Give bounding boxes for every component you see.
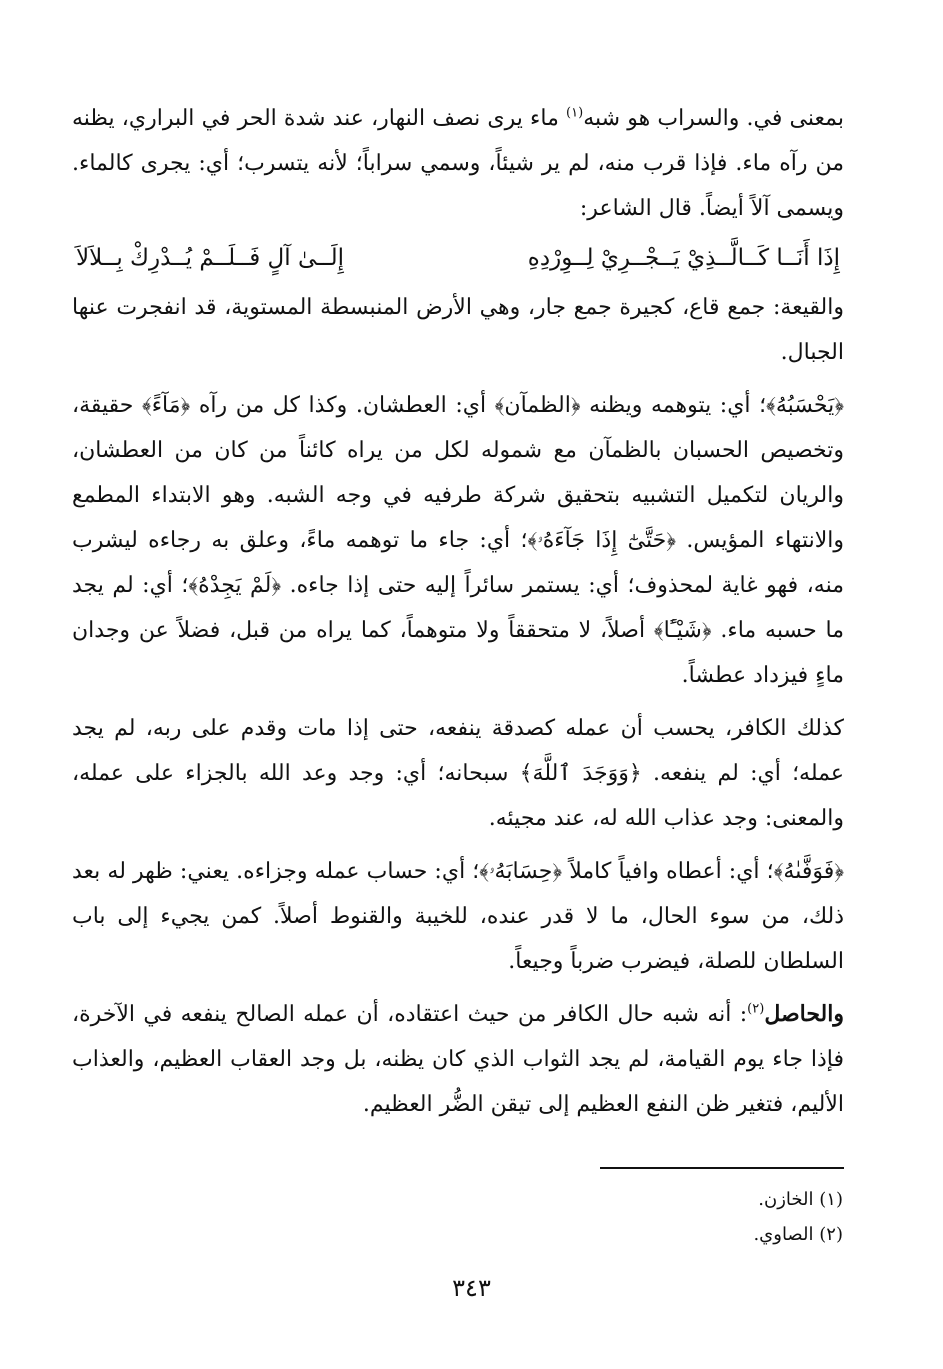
footnote-1 [753, 1182, 843, 1217]
footnote-mark: (١) [819, 1189, 843, 1210]
footnote-mark: (٢) [819, 1224, 843, 1245]
footnotes [753, 1182, 843, 1252]
paragraph-text: بمعنى في. والسراب هو شبه [583, 106, 844, 131]
summary-lead-word: والحاصل [764, 1001, 844, 1027]
paragraph-fawaffahu-explanation: ﴿فَوَفَّىٰهُ﴾؛ أي: أعطاه وافياً كاملاً ﴿حِسَابَهُۥ﴾؛ أي: حساب عمله وجزاءه. يعني: ظهر له بعد ذلك، من سوء الحال، ما لا قدر عنده، للخيبة والقنوط أصلاً. كمن يجيء إلى باب السلطان للصلة، فيضرب ضرباً وجيعاً. [72, 859, 844, 974]
paragraph-qia-definition: والقيعة: جمع قاع، كجيرة جمع جار، وهي الأرض المنبسطة المستوية، قد انفجرت عنها الجبال. [72, 295, 844, 365]
verse-first-hemistich: إِذَا أَنَــا كَــالَّــذِيْ يَــجْــرِيْ لِــوِرْدِهِ [527, 245, 840, 271]
paragraph-yahsabuhu-explanation: ﴿يَحْسَبُهُ﴾؛ أي: يتوهمه ويظنه ﴿الظمآن﴾ أي: العطشان. وكذا كل من رآه ﴿مَآءً﴾ حقيقة، وتخصيص الحسبان بالظمآن مع شموله لكل من يراه كائناً من كان من العطشان، والريان لتكميل التشبيه بتحقيق شركة طرفيه في وجه الشبه. وهو الابتداء المطمع والانتهاء المؤيس. ﴿حَتَّىٰٓ إِذَا جَآءَهُۥ﴾؛ أي: جاء ما توهمه ماءً، وعلق به رجاءه ليشرب منه، فهو غاية لمحذوف؛ أي: يستمر سائراً إليه حتى إذا جاءه. ﴿لَمْ يَجِدْهُ﴾؛ أي: لم يجد ما حسبه ماء. ﴿شَيْـًٔا﴾ أصلاً، لا متحققاً ولا متوهماً، كما يراه من قبل، فضلاً عن وجدان ماءٍ فيزداد عطشاً. [72, 393, 844, 688]
paragraph-text: : أنه شبه حال الكافر من حيث اعتقاده، أن عمله الصالح ينفعه في الآخرة، فإذا جاء يوم القيامة، لم يجد الثواب الذي كان يظنه، بل وجد العقاب العظيم، والعذاب الأليم، فتغير ظن النفع العظيم إلى تيقن الضُّر العظيم. [72, 1002, 844, 1117]
verse-second-hemistich: إِلَــىٰ آلٍ فَــلَــمْ يُــدْرِكْ بِــلاَلاَ [76, 245, 344, 271]
paragraph-summary [72, 992, 844, 1127]
footnote-2 [753, 1217, 843, 1252]
page-body [72, 96, 844, 1127]
paragraph-mirage-definition [72, 96, 844, 231]
paragraph-text: ماء يرى نصف النهار، عند شدة الحر في البراري، يظنه من رآه ماء. فإذا قرب منه، لم ير شيئاً، وسمي سراباً؛ لأنه يتسرب؛ أي: يجرى كالماء. ويسمى آلاً أيضاً. قال الشاعر: [72, 106, 844, 221]
footnote-text: الخازن. [758, 1189, 814, 1210]
footnote-separator [600, 1167, 844, 1169]
footnote-reference-1[interactable]: (١) [566, 105, 584, 121]
page-number: ٣٤٣ [452, 1274, 491, 1302]
paragraph-disbeliever-deeds: كذلك الكافر، يحسب أن عمله كصدقة ينفعه، حتى إذا مات وقدم على ربه، لم يجد عمله؛ أي: لم ينفعه. ﴿وَوَجَدَ ٱللَّهَ﴾ سبحانه؛ أي: وجد وعد الله بالجزاء على عمله، والمعنى: وجد عذاب الله له، عند مجيئه. [72, 716, 844, 831]
footnote-text: الصاوي. [753, 1224, 814, 1245]
poetry-verse [72, 235, 844, 281]
footnote-reference-2[interactable]: (٢) [747, 1001, 765, 1017]
